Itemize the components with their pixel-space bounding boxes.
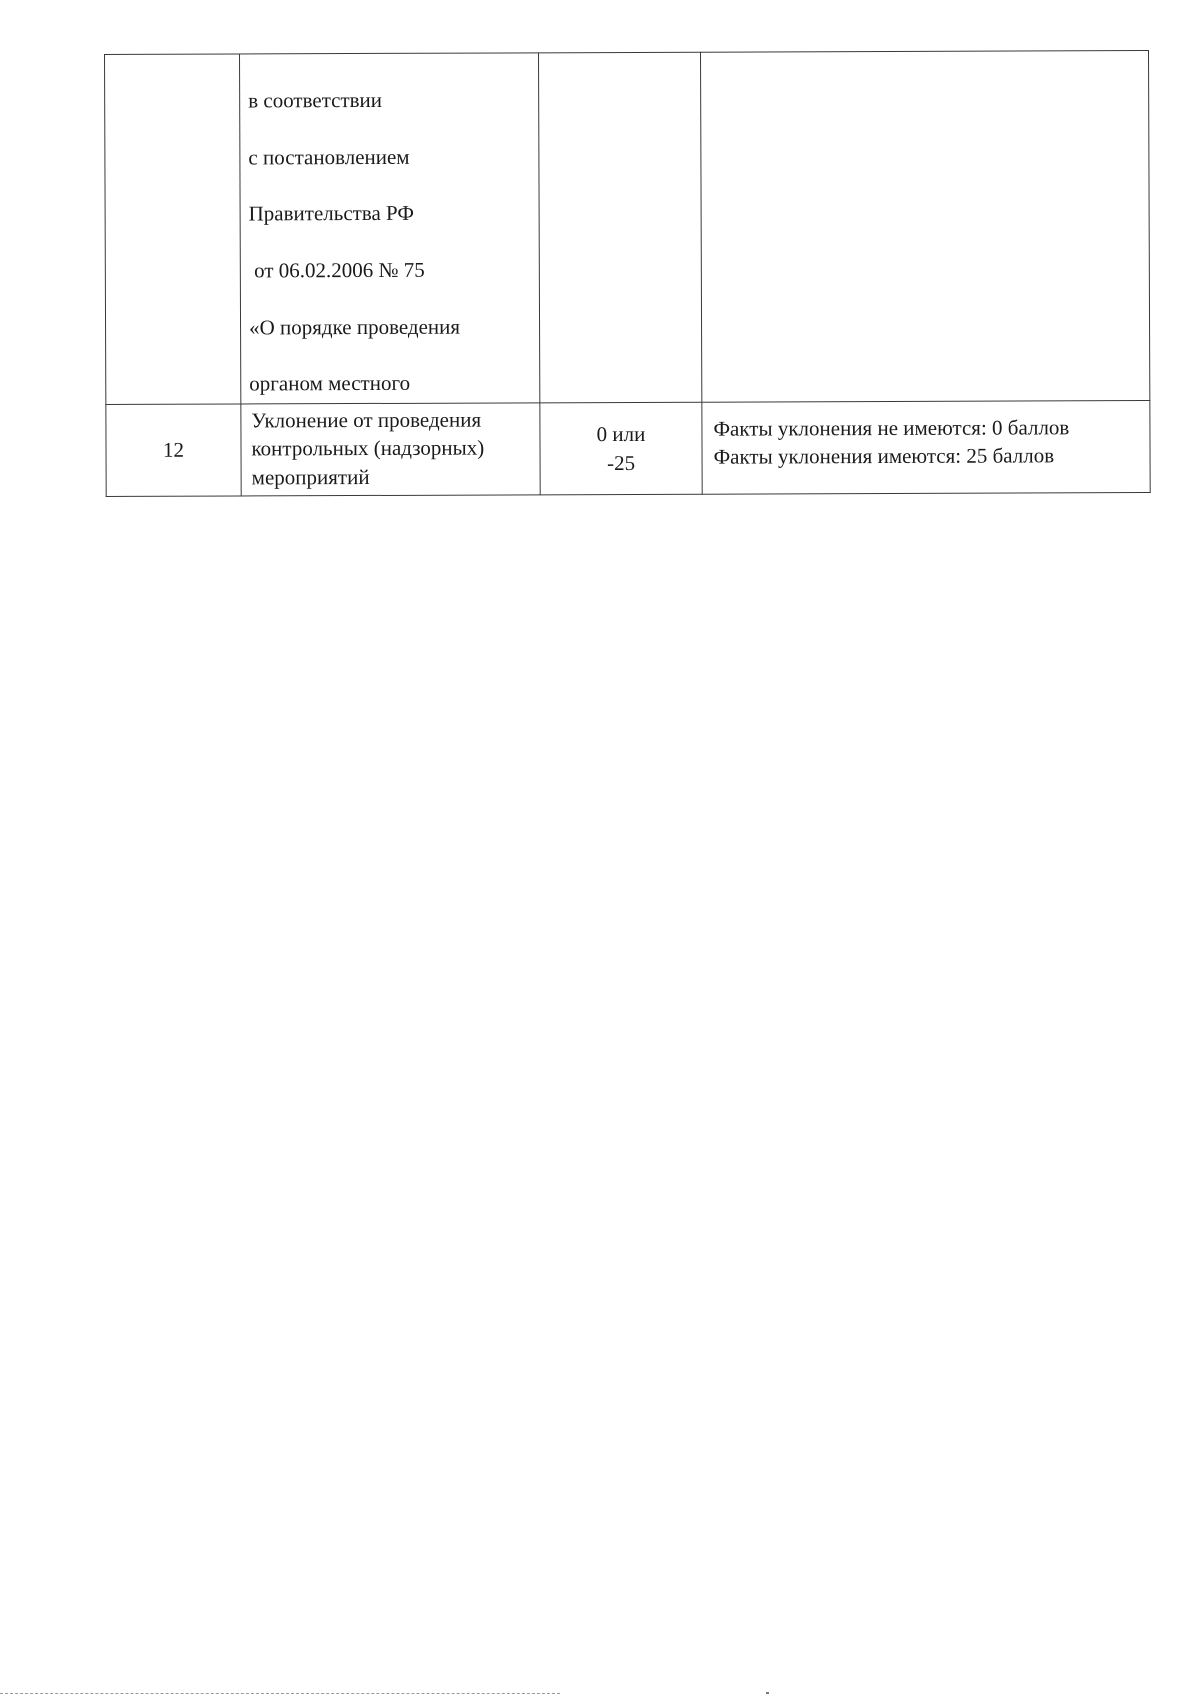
criteria-line: Факты уклонения имеются: 25 баллов: [713, 443, 1055, 469]
text-line: контрольных (надзорных): [251, 435, 485, 461]
criteria-cell: [700, 50, 1149, 402]
score-line: -25: [607, 450, 636, 475]
text-line: Уклонение от проведения: [251, 407, 482, 433]
text-line: «О порядке проведения: [249, 314, 461, 340]
criteria-line: Факты уклонения не имеются: 0 баллов: [713, 415, 1070, 441]
text-line: Правительства РФ: [248, 201, 414, 226]
criteria-table: [104, 50, 1151, 497]
text-line: в соответствии: [248, 88, 383, 113]
score-cell: [538, 52, 701, 403]
text-line: мероприятий: [251, 464, 370, 490]
indicator-text-cell: [240, 53, 540, 404]
indicator-text: [240, 53, 539, 403]
row-number-cell: [105, 54, 241, 405]
scan-edge-line: [0, 1693, 560, 1694]
table-row: [105, 50, 1150, 404]
score-cell: [540, 402, 702, 495]
text-line: органом местного: [249, 371, 411, 396]
row-number-cell: 12: [106, 404, 241, 497]
score-line: 0 или: [596, 422, 646, 447]
scan-speck: [766, 1692, 769, 1694]
text-line: от 06.02.2006 № 75: [248, 257, 425, 283]
indicator-text-cell: [241, 403, 540, 496]
text-line: с постановлением: [248, 144, 410, 170]
table-row: [106, 400, 1150, 496]
criteria-cell: [702, 400, 1150, 494]
